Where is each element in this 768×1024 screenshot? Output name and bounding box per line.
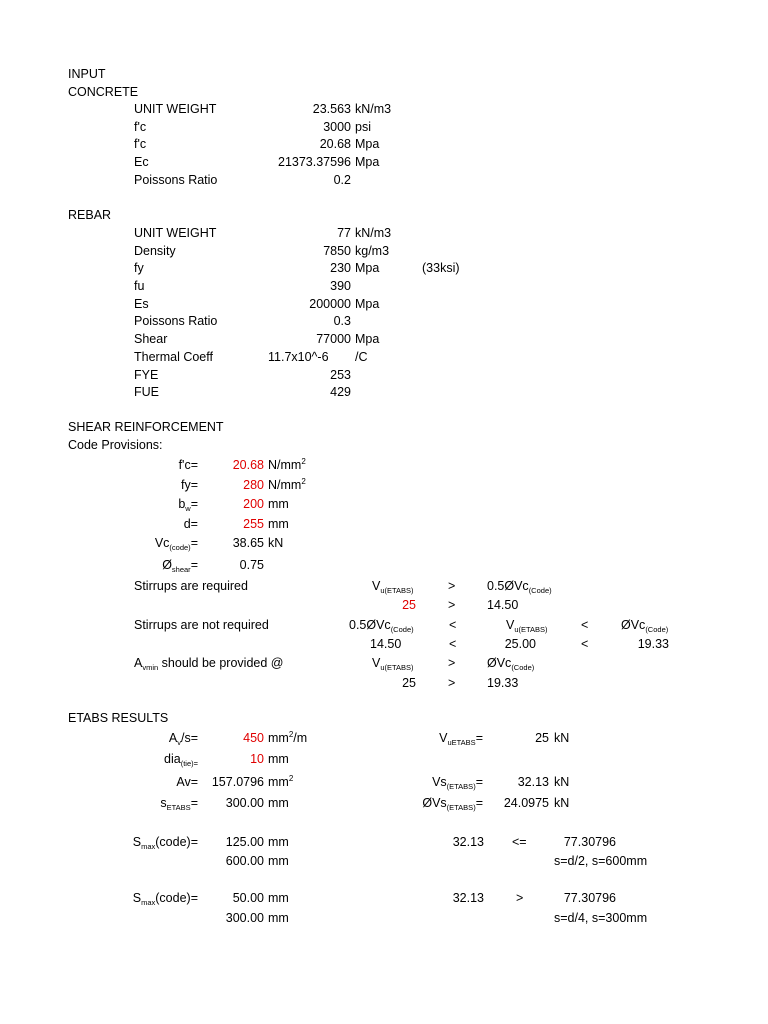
stirrups-required-op: > (448, 579, 456, 593)
rebar-label: fu (134, 279, 145, 293)
smax-value-2: 600.00 (225, 854, 264, 868)
smax-label: $S_{max}(code)=$ (132, 835, 198, 851)
smax-compare-op: <= (512, 835, 527, 849)
phi-vs-value: 24.0975 (503, 796, 549, 810)
vs-value: 32.13 (517, 775, 549, 789)
bw-value: 200 (243, 497, 264, 511)
rebar-label: Shear (134, 332, 168, 346)
phi-vs-unit: kN (554, 796, 570, 810)
concrete-label: f'c (134, 137, 147, 151)
d-unit: mm (268, 517, 289, 531)
smax-compare-left: 32.13 (452, 835, 484, 849)
av-unit: $mm^2$ (268, 774, 294, 789)
s-etabs-value: 300.00 (225, 796, 264, 810)
smax-note: s=d/4, s=300mm (554, 911, 648, 925)
stirrups-not-required-b-value: 25.00 (504, 637, 536, 651)
av-label: Av= (176, 775, 198, 789)
avmin-op2: > (448, 676, 456, 690)
vs-unit: kN (554, 775, 570, 789)
concrete-label: UNIT WEIGHT (134, 102, 217, 116)
stirrups-required-op2: > (448, 598, 456, 612)
avs-label: $A_v/s=$ (168, 731, 198, 747)
dia-tie-label: dia$_{(tie)=}$ (164, 752, 198, 768)
rebar-label: Thermal Coeff (134, 350, 213, 364)
rebar-unit: kN/m3 (355, 226, 392, 240)
stirrups-not-required-c-value: 19.33 (637, 637, 669, 651)
stirrups-required-lhs: $V_{u(ETABS)}$ (372, 579, 414, 595)
smax-value-2: 300.00 (225, 911, 264, 925)
rebar-unit: Mpa (355, 297, 380, 311)
s-etabs-label: $s_{ETABS}=$ (160, 796, 198, 812)
d-value: 255 (243, 517, 264, 531)
stirrups-not-required-a-value: 14.50 (370, 637, 402, 651)
vc-value: 38.65 (232, 536, 264, 550)
rebar-label: FUE (134, 385, 159, 399)
avmin-text: $A_{vmin}$ should be provided @ (134, 656, 284, 672)
phi-shear-label: $Ø_{shear}=$ (162, 558, 198, 574)
stirrups-required-rhs: 0.5ØVc$_{(Code)}$ (487, 579, 552, 595)
vc-unit: kN (268, 536, 284, 550)
concrete-label: Poissons Ratio (134, 173, 218, 187)
smax-compare-right: 77.30796 (563, 835, 616, 849)
concrete-unit: Mpa (355, 155, 380, 169)
rebar-label: Poissons Ratio (134, 314, 218, 328)
concrete-unit: kN/m3 (355, 102, 392, 116)
smax-unit: mm (268, 835, 289, 849)
shear-heading: SHEAR REINFORCEMENT (68, 420, 224, 434)
smax-value: 125.00 (225, 835, 264, 849)
vu-value: 25 (535, 731, 549, 745)
concrete-label: Ec (134, 155, 149, 169)
rebar-value: 11.7x10^-6 (268, 350, 329, 364)
avmin-rhs: ØVc$_{(Code)}$ (487, 656, 535, 672)
vc-label: $Vc_{(code)}=$ (154, 536, 198, 552)
avmin-lhs-value: 25 (402, 676, 416, 690)
stirrups-not-required-op2: < (581, 618, 589, 632)
phi-shear-value: 0.75 (239, 558, 264, 572)
stirrups-required-rhs-value: 14.50 (487, 598, 519, 612)
fy-label: fy= (180, 478, 198, 492)
rebar-label: Density (134, 244, 176, 258)
rebar-unit: Mpa (355, 332, 380, 346)
concrete-unit: Mpa (355, 137, 380, 151)
smax-value: 50.00 (232, 891, 264, 905)
stirrups-not-required-c: ØVc$_{(Code)}$ (621, 618, 669, 634)
d-label: d= (183, 517, 198, 531)
smax-compare-left: 32.13 (452, 891, 484, 905)
phi-vs-label: ØVs$_{(ETABS)}$= (422, 796, 483, 812)
dia-tie-value: 10 (250, 752, 264, 766)
rebar-label: FYE (134, 368, 159, 382)
avmin-rhs-value: 19.33 (487, 676, 519, 690)
vu-unit: kN (554, 731, 570, 745)
fc-value: 20.68 (232, 458, 264, 472)
smax-note: s=d/2, s=600mm (554, 854, 648, 868)
smax-compare-right: 77.30796 (563, 891, 616, 905)
rebar-label: UNIT WEIGHT (134, 226, 217, 240)
fy-value: 280 (243, 478, 264, 492)
rebar-unit: Mpa (355, 261, 380, 275)
rebar-value: 77000 (316, 332, 351, 346)
avs-unit: $mm^2/m$ (268, 730, 308, 745)
stirrups-required-lhs-value: 25 (402, 598, 416, 612)
rebar-label: fy (134, 261, 144, 275)
concrete-heading: CONCRETE (68, 85, 139, 99)
concrete-value: 21373.37596 (278, 155, 351, 169)
fc-label: f'c= (178, 458, 198, 472)
code-provisions-heading: Code Provisions: (68, 438, 163, 452)
dia-tie-unit: mm (268, 752, 289, 766)
avmin-op: > (448, 656, 456, 670)
rebar-value: 7850 (323, 244, 351, 258)
rebar-unit: /C (355, 350, 368, 364)
stirrups-not-required-b: $V_{u(ETABS)}$ (506, 618, 548, 634)
concrete-unit: psi (355, 120, 371, 134)
stirrups-not-required-text: Stirrups are not required (134, 618, 269, 632)
bw-label: $b_w=$ (178, 497, 198, 513)
av-value: 157.0796 (211, 775, 264, 789)
etabs-heading: ETABS RESULTS (68, 711, 169, 725)
concrete-value: 0.2 (333, 173, 351, 187)
rebar-heading: REBAR (68, 208, 112, 222)
smax-compare-op: > (516, 891, 524, 905)
avmin-lhs: $V_{u(ETABS)}$ (372, 656, 414, 672)
stirrups-required-text: Stirrups are required (134, 579, 248, 593)
smax-label: $S_{max}(code)=$ (132, 891, 198, 907)
concrete-value: 23.563 (312, 102, 351, 116)
rebar-value: 429 (330, 385, 351, 399)
stirrups-not-required-op4: < (581, 637, 589, 651)
rebar-value: 253 (330, 368, 351, 382)
vs-label: $Vs_{(ETABS)}=$ (432, 775, 483, 791)
smax-unit-2: mm (268, 911, 289, 925)
rebar-unit: kg/m3 (355, 244, 390, 258)
rebar-label: Es (134, 297, 149, 311)
concrete-value: 3000 (323, 120, 351, 134)
s-etabs-unit: mm (268, 796, 289, 810)
rebar-value: 77 (337, 226, 351, 240)
concrete-value: 20.68 (319, 137, 351, 151)
rebar-value: 390 (330, 279, 351, 293)
input-heading: INPUT (68, 67, 106, 81)
rebar-value: 230 (330, 261, 351, 275)
smax-unit-2: mm (268, 854, 289, 868)
stirrups-not-required-op1: < (449, 618, 457, 632)
rebar-value: 0.3 (333, 314, 351, 328)
bw-unit: mm (268, 497, 289, 511)
fy-unit: $N/mm^2$ (268, 477, 306, 492)
concrete-label: f'c (134, 120, 147, 134)
stirrups-not-required-a: 0.5ØVc$_{(Code)}$ (349, 618, 414, 634)
stirrups-not-required-op3: < (449, 637, 457, 651)
avs-value: 450 (243, 731, 264, 745)
fc-unit: $N/mm^2$ (268, 457, 306, 472)
rebar-value: 200000 (309, 297, 351, 311)
vu-label: $V_{uETABS}=$ (439, 731, 483, 747)
rebar-note: (33ksi) (422, 261, 460, 275)
smax-unit: mm (268, 891, 289, 905)
